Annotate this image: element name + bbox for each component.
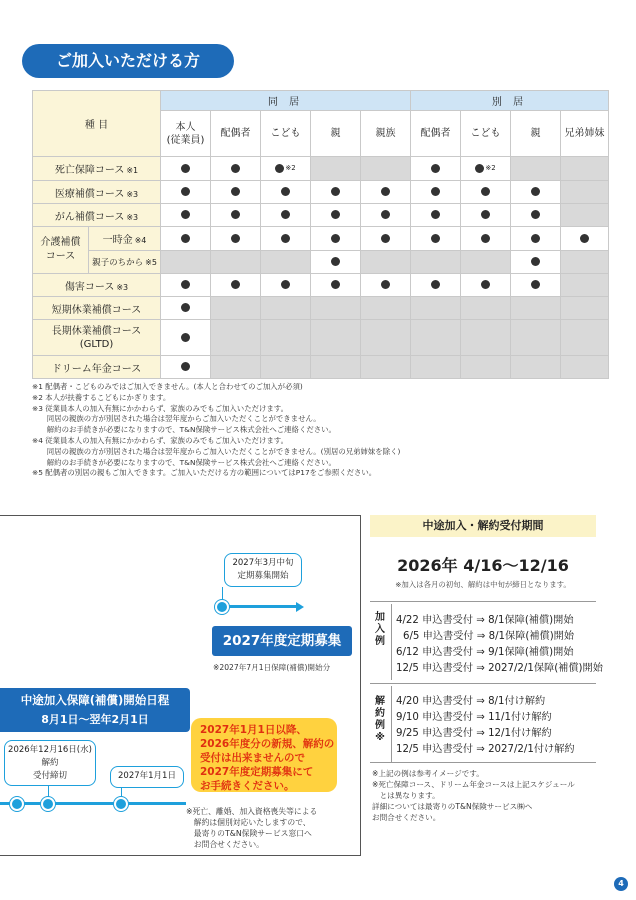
- acceptance-period-note: ※加入は各月の初旬、解約は中旬が締日となります。: [395, 580, 571, 589]
- cutoff-warning: [191, 718, 337, 792]
- row-note: ※1: [126, 166, 139, 175]
- dot-mark: [181, 210, 190, 219]
- dot-mark: [331, 187, 340, 196]
- dot-mark: [181, 187, 190, 196]
- divider: [370, 762, 596, 763]
- timeline-arrow-top: [222, 605, 296, 608]
- col-header: 親: [311, 111, 361, 157]
- dot-mark: [580, 234, 589, 243]
- dot-mark: [231, 280, 240, 289]
- row-note: ※3: [126, 189, 139, 199]
- table-row: [33, 356, 609, 379]
- acceptance-period-header: 中途加入・解約受付期間: [370, 515, 596, 537]
- cancel-example-row: 9/25 申込書受付 ⇒ 12/1付け解約: [396, 728, 552, 739]
- dot-mark: [431, 187, 440, 196]
- dot-mark: [531, 210, 540, 219]
- dot-mark: [231, 164, 240, 173]
- dot-mark: [531, 257, 540, 266]
- dot-mark: [381, 210, 390, 219]
- dot-mark: [275, 164, 284, 173]
- col-header: こども: [461, 111, 511, 157]
- table-row: [33, 320, 609, 356]
- mid-enrollment-title: 中途加入保障(補償)開始日程: [20, 693, 170, 707]
- join-example-row: 6/12 申込書受付 ⇒ 9/1保障(補償)開始: [396, 647, 574, 658]
- dot-mark: [231, 187, 240, 196]
- note-line: 同居の親族の方が別居された場合は翌年度からご加入いただくことができません。: [32, 414, 321, 424]
- row-label-text: 医療補償コース: [54, 188, 125, 200]
- row-label-text: 死亡保障コース: [54, 165, 125, 176]
- dot-mark: [481, 280, 490, 289]
- timeline-dot: [215, 600, 229, 614]
- dot-note: ※2: [285, 164, 296, 172]
- label-divider: [391, 686, 392, 762]
- table-row: [33, 297, 609, 320]
- label-divider: [391, 604, 392, 680]
- col-header: 配偶者: [411, 111, 461, 157]
- row-label-text: 長期休業補償コース (GLTD): [51, 325, 142, 350]
- col-header: 親: [511, 111, 561, 157]
- callout-jan: 2027年1月1日: [110, 766, 184, 788]
- row-label: [33, 181, 161, 204]
- section-title: ご加入いただける方: [22, 44, 234, 78]
- cancel-example-row: 9/10 申込書受付 ⇒ 11/1付け解約: [396, 712, 552, 723]
- col-header: [161, 111, 211, 157]
- callout-regular-start: 2027年3月中旬 定期募集開始: [224, 553, 302, 587]
- dot-mark: [381, 234, 390, 243]
- dot-mark: [181, 362, 190, 371]
- row-label: [33, 157, 161, 181]
- table-row: [33, 251, 609, 274]
- cancel-examples-label: 解約例※: [375, 696, 385, 743]
- mid-enrollment-period: 8月1日～翌年2月1日: [41, 713, 149, 726]
- note-line: ※2 本人が扶養するこどもにかぎります。: [32, 392, 171, 402]
- arrow-head-icon: [296, 602, 304, 612]
- dot-note: ※2: [485, 164, 496, 172]
- row-note: ※5: [145, 258, 157, 267]
- dot-mark: [231, 234, 240, 243]
- col-header-label: 本人 (従業員): [166, 121, 205, 146]
- dot-mark: [431, 210, 440, 219]
- row-label: [89, 227, 161, 251]
- mid-enrollment-box: [0, 688, 190, 732]
- row-label: 短期休業補償コース: [33, 297, 161, 320]
- table-row: [33, 157, 609, 181]
- note-line: 同居の親族の方が別居された場合は翌年度からご加入いただくことができません。(別居の兄弟姉妹を除く): [32, 446, 401, 456]
- dot-mark: [331, 280, 340, 289]
- cutoff-warning-text: 2027年1月1日以降、 2026年度分の新規、解約の 受付は出来ませんので 2027年度定期募集にて お手続きください。: [200, 724, 335, 792]
- divider: [370, 683, 596, 684]
- group-label: [33, 227, 89, 274]
- group-header-separate: 別 居: [411, 91, 609, 111]
- group-header-same: 同 居: [161, 91, 411, 111]
- table-row: [33, 204, 609, 227]
- timeline-dot: [41, 797, 55, 811]
- row-label: [89, 251, 161, 274]
- join-examples-label: 加入例: [375, 612, 385, 647]
- timeline-frame-top: [0, 515, 361, 516]
- join-example-row: 4/22 申込書受付 ⇒ 8/1保障(補償)開始: [396, 615, 574, 626]
- dot-mark: [281, 280, 290, 289]
- group-label-text: 介護補償 コース: [40, 237, 81, 262]
- annual-enrollment-box: 2027年度定期募集: [212, 626, 352, 656]
- timeline-dot: [114, 797, 128, 811]
- row-label: [33, 204, 161, 227]
- dot-mark: [481, 210, 490, 219]
- kind-header: 種 目: [33, 91, 161, 157]
- note-line: ※3 従業員本人の加入有無にかかわらず、家族のみでもご加入いただけます。: [32, 403, 288, 413]
- timeline-arrow-bottom: [0, 802, 186, 805]
- row-label-text: 一時金: [102, 235, 133, 246]
- col-header: 兄弟姉妹: [561, 111, 609, 157]
- table-row: [33, 227, 609, 251]
- dot-mark: [281, 234, 290, 243]
- dot-mark: [531, 280, 540, 289]
- note-line: 解約のお手続きが必要になりますので、T&N保険サービス株式会社へご連絡ください。: [32, 425, 336, 435]
- dot-mark: [281, 210, 290, 219]
- eligibility-table: [32, 90, 609, 379]
- acceptance-period: 2026年 4/16～12/16: [397, 556, 569, 575]
- table-row: [33, 274, 609, 297]
- dot-mark: [431, 234, 440, 243]
- dot-mark: [431, 164, 440, 173]
- timeline-frame-bottom: [0, 855, 361, 856]
- col-header: 親族: [361, 111, 411, 157]
- join-example-row: 12/5 申込書受付 ⇒ 2027/2/1保障(補償)開始: [396, 663, 603, 674]
- dot-mark: [331, 234, 340, 243]
- note-line: 解約のお手続きが必要になりますので、T&N保険サービス株式会社へご連絡ください。: [32, 457, 336, 467]
- dot-mark: [381, 187, 390, 196]
- cancellation-footnote: ※死亡、離婚、加入資格喪失等による 解約は個別対応いたしますので、 最寄りのT&N保険サービス窓口へ お問合せください。: [186, 807, 318, 849]
- divider: [370, 601, 596, 602]
- dot-mark: [431, 280, 440, 289]
- timeline-dot: [10, 797, 24, 811]
- dot-mark: [331, 257, 340, 266]
- col-header: こども: [261, 111, 311, 157]
- timeline-frame-right: [360, 515, 361, 855]
- note-line: ※4 従業員本人の加入有無にかかわらず、家族のみでもご加入いただけます。: [32, 435, 288, 445]
- row-label: ドリーム年金コース: [33, 356, 161, 379]
- dot-mark: [231, 210, 240, 219]
- row-label: [33, 274, 161, 297]
- annual-enrollment-note: ※2027年7月1日保障(補償)開始分: [213, 663, 331, 672]
- dot-mark: [481, 187, 490, 196]
- dot-mark: [331, 210, 340, 219]
- dot-mark: [181, 234, 190, 243]
- row-label-text: 傷害コース: [64, 281, 115, 293]
- page-number: 4: [614, 877, 628, 891]
- dot-mark: [281, 187, 290, 196]
- note-line: ※1 配偶者・こどものみではご加入できません。(本人と合わせてのご加入が必須): [32, 382, 303, 391]
- dot-mark: [181, 333, 190, 342]
- dot-mark: [481, 234, 490, 243]
- row-label-text: がん補償コース: [54, 211, 125, 223]
- table-row: [33, 181, 609, 204]
- col-header: 配偶者: [211, 111, 261, 157]
- dot-mark: [181, 303, 190, 312]
- cancel-example-row: 4/20 申込書受付 ⇒ 8/1付け解約: [396, 696, 546, 707]
- join-example-row: 6/5 申込書受付 ⇒ 8/1保障(補償)開始: [403, 631, 575, 642]
- callout-cancel-deadline: 2026年12月16日(水) 解約 受付締切: [4, 740, 96, 786]
- dot-mark: [381, 280, 390, 289]
- note-line: ※5 配偶者の別居の親もご加入できます。ご加入いただける方の範囲についてはP17をご参照ください。: [32, 468, 377, 478]
- row-note: ※3: [116, 282, 129, 292]
- dot-mark: [475, 164, 484, 173]
- cancel-example-row: 12/5 申込書受付 ⇒ 2027/2/1付け解約: [396, 744, 575, 755]
- dot-mark: [531, 187, 540, 196]
- row-label-text: 親子のちから: [92, 258, 144, 268]
- table-notes: [32, 382, 608, 479]
- row-label: [33, 320, 161, 356]
- row-note: ※4: [134, 236, 147, 245]
- dot-mark: [181, 164, 190, 173]
- dot-mark: [181, 280, 190, 289]
- dot-mark: [531, 234, 540, 243]
- row-note: ※3: [126, 212, 139, 222]
- right-panel-notes: ※上記の例は参考イメージです。 ※死亡保障コース、ドリーム年金コースは上記スケジュール とは異なります。 詳細については最寄りのT&N保険サービス㈱へ お問合せください。: [372, 769, 575, 822]
